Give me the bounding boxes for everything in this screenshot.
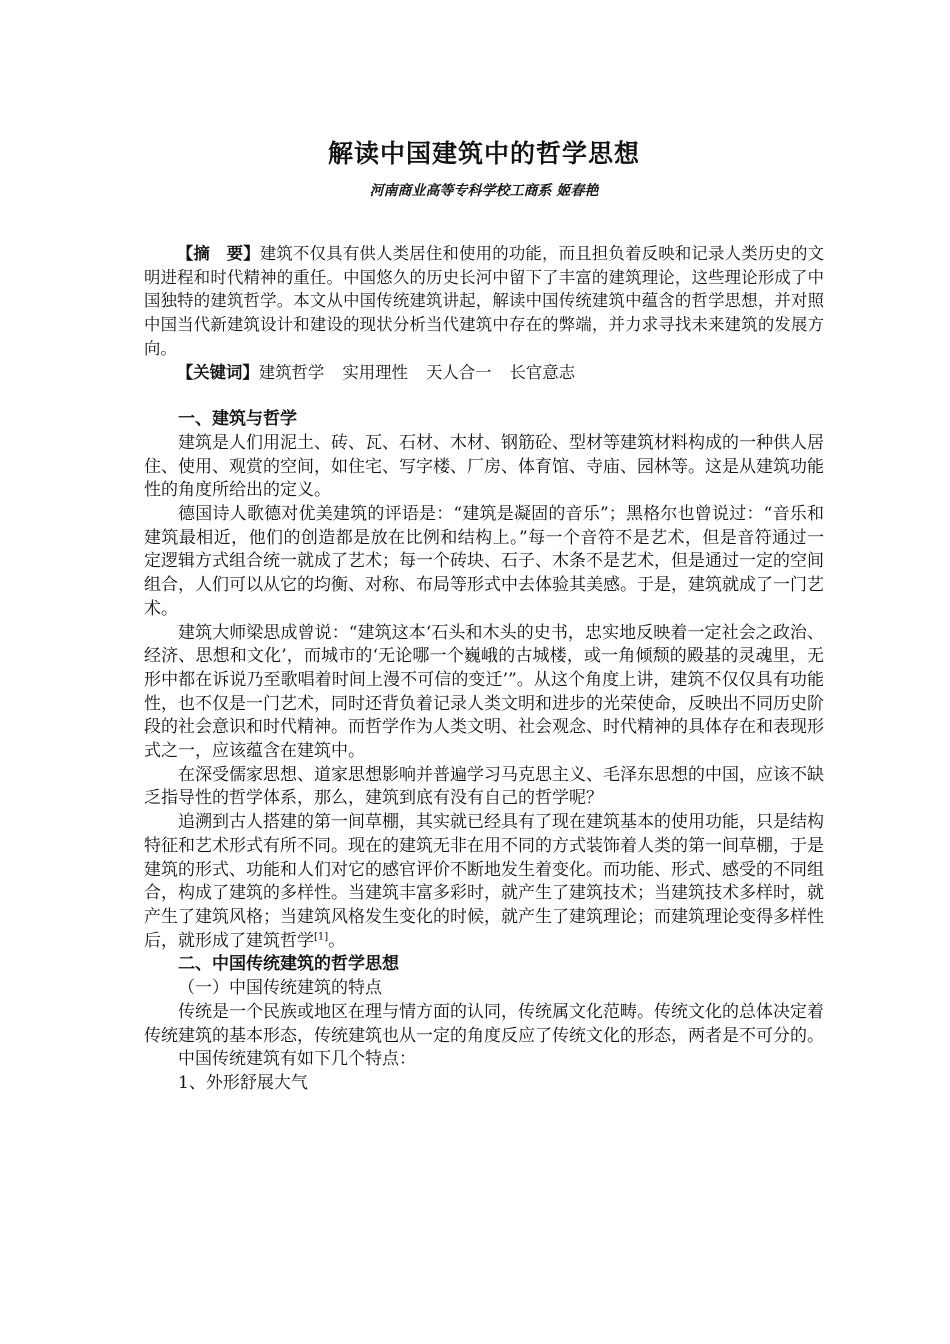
article-title: 解读中国建筑中的哲学思想 [327, 139, 640, 168]
abstract-text: 建筑不仅具有供人类居住和使用的功能，而且担负着反映和记录人类历史的文明进程和时代精神的重任。中国悠久的历史长河中留下了丰富的建筑理论，这些理论形成了中国独特的建筑哲学。本文从中国传统建筑讲起，解读中国传统建筑中蕴含的哲学思想，并对照中国当代新建筑设计和建设的现状分析当代建筑中存在的弊端，并力求寻找未来建筑的发展方向。 [144, 244, 825, 358]
body-paragraph: 建筑是人们用泥土、砖、瓦、石材、木材、钢筋砼、型材等建筑材料构成的一种供人居住、使用、观赏的空间，如住宅、写字楼、厂房、体育馆、寺庙、园林等。这是从建筑功能性的角度所给出的定义。 [144, 432, 824, 501]
keywords-label: 【关键词】 [176, 362, 259, 382]
article-body [144, 242, 824, 1096]
abstract-label: 【摘 要】 [176, 244, 260, 263]
section-heading: 二、中国传统建筑的哲学思想 [178, 954, 399, 975]
body-paragraph: 德国诗人歌德对优美建筑的评语是：“建筑是凝固的音乐”；黑格尔也曾说过：“音乐和建筑最相近，他们的创造都是放在比例和结构上。”每一个音符不是艺术，但是音符通过一定逻辑方式组合统一就成了艺术；每一个砖块、石子、木条不是艺术，但是通过一定的空间组合，人们可以从它的均衡、对称、布局等形式中去体验其美感。于是，建筑就成了一门艺术。 [144, 504, 824, 619]
paragraph-end: 。 [328, 930, 346, 951]
keyword: 天人合一 [425, 362, 492, 382]
section-spacer [144, 384, 824, 408]
section-heading: 一、建筑与哲学 [178, 409, 297, 430]
keyword: 建筑哲学 [258, 362, 325, 382]
body-paragraph: 建筑大师梁思成曾说：“建筑这本‘石头和木头的史书，忠实地反映着一定社会之政治、经济、思想和文化’，而城市的‘无论哪一个巍峨的古城楼，或一角倾颓的殿基的灵魂里，无形中都在诉说乃至歌唱着时间上漫不可信的变迁’”。从这个角度上讲，建筑不仅仅具有功能性，也不仅是一门艺术，同时还背负着记录人类文明和进步的光荣使命，反映出不同历史阶段的社会意识和时代精神。而哲学作为人类文明、社会观念、时代精神的具体存在和表现形式之一，应该蕴含在建筑中。 [144, 622, 824, 762]
body-paragraph [144, 811, 824, 953]
body-paragraph: 中国传统建筑有如下几个特点： [178, 1049, 416, 1070]
subsection-heading: （一）中国传统建筑的特点 [178, 978, 382, 999]
article-author: 河南商业高等专科学校工商系 姬春艳 [369, 183, 599, 199]
paragraph-text: 追溯到古人搭建的第一间草棚，其实就已经具有了现在建筑基本的使用功能，只是结构特征和艺术形式有所不同。现在的建筑无非在用不同的方式装饰着人类的第一间草棚，于是建筑的形式、功能和人们对它的感官评价不断地发生着变化。而功能、形式、感受的不同组合，构成了建筑的多样性。当建筑丰富多彩时，就产生了建筑技术；当建筑技术多样时，就产生了建筑风格；当建筑风格发生变化的时候，就产生了建筑理论；而建筑理论变得多样性后，就形成了建筑哲学 [144, 812, 824, 951]
keyword: 实用理性 [342, 362, 408, 382]
body-paragraph: 传统是一个民族或地区在理与情方面的认同，传统属文化范畴。传统文化的总体决定着传统建筑的基本形态，传统建筑也从一定的角度反应了传统文化的形态，两者是不可分的。 [144, 1001, 824, 1046]
body-paragraph: 在深受儒家思想、道家思想影响并普遍学习马克思主义、毛泽东思想的中国，应该不缺乏指导性的哲学体系，那么，建筑到底有没有自己的哲学呢？ [144, 764, 824, 809]
abstract-paragraph [144, 242, 824, 361]
citation-ref: [1] [314, 931, 329, 943]
keywords-paragraph [144, 361, 824, 385]
list-item-heading: 1、外形舒展大气 [178, 1072, 308, 1093]
keyword: 长官意志 [509, 362, 576, 382]
